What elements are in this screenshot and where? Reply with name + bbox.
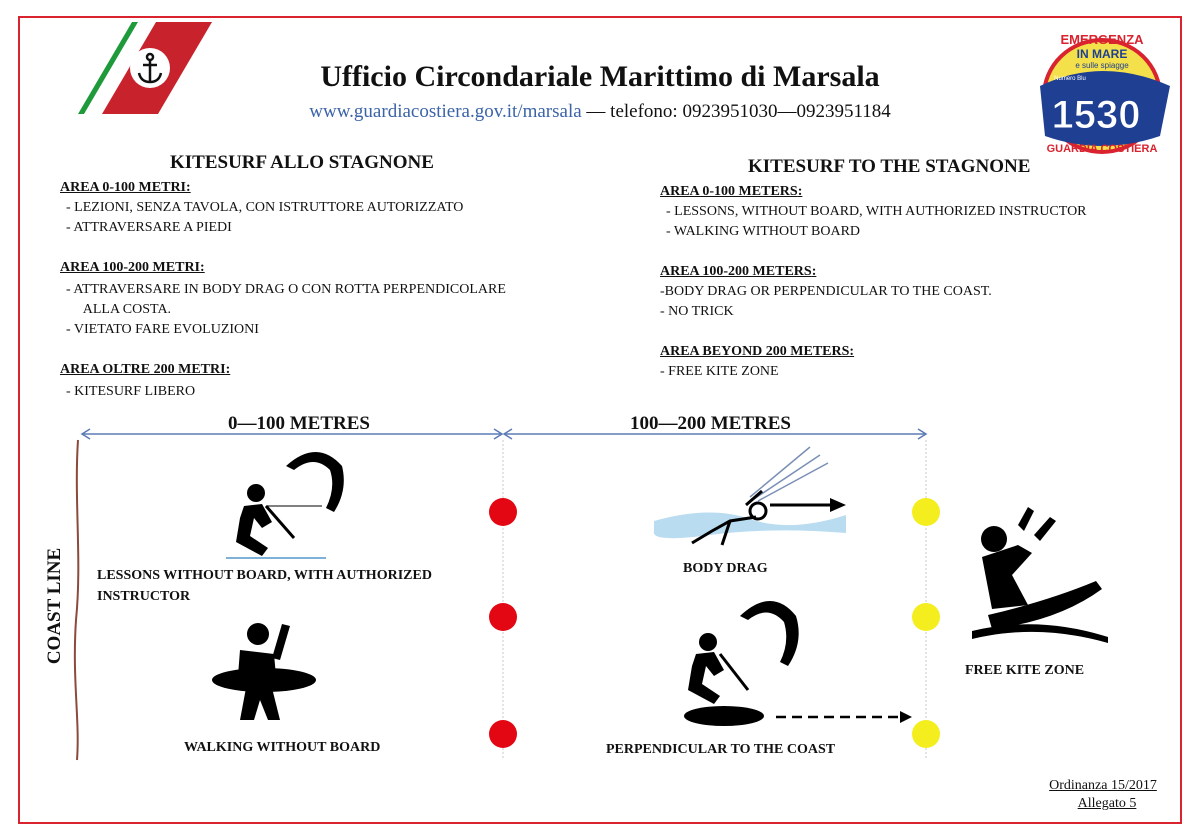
english-area-3-heading: AREA BEYOND 200 METERS: (660, 344, 855, 359)
english-area-2-item: - NO TRICK (660, 304, 734, 319)
yellow-buoy (912, 603, 940, 631)
page-frame (18, 16, 1182, 824)
italian-area-2-item: - ATTRAVERSARE IN BODY DRAG O CON ROTTA PERPENDICOLARE (66, 282, 506, 297)
badge-line1: EMERGENZA (1060, 32, 1144, 47)
zone-1-label: 0—100 METRES (228, 413, 370, 434)
contact-line (0, 101, 1200, 123)
badge-line2: IN MARE (1076, 47, 1128, 61)
badge-bottom: GUARDIA COSTIERA (1046, 143, 1158, 155)
english-area-2-item: -BODY DRAG OR PERPENDICULAR TO THE COAST. (660, 284, 992, 299)
italian-area-3-heading: AREA OLTRE 200 METRI: (60, 362, 231, 377)
walking-caption: WALKING WITHOUT BOARD (184, 740, 381, 755)
free-zone-caption: FREE KITE ZONE (965, 663, 1085, 678)
italian-area-2-item: ALLA COSTA. (66, 302, 172, 317)
red-buoy (489, 498, 517, 526)
english-area-1-item: - LESSONS, WITHOUT BOARD, WITH AUTHORIZED INSTRUCTOR (666, 204, 1087, 219)
italian-rules (60, 180, 620, 402)
italian-area-1-item: - ATTRAVERSARE A PIEDI (66, 220, 232, 235)
italian-title: KITESURF ALLO STAGNONE (170, 152, 434, 173)
english-area-3-item: - FREE KITE ZONE (660, 364, 779, 379)
yellow-buoy (912, 720, 940, 748)
italian-area-2-heading: AREA 100-200 METRI: (60, 260, 205, 275)
body-drag-icon (650, 445, 850, 557)
walking-no-board-icon (210, 620, 320, 725)
badge-number: 1530 (1051, 93, 1141, 137)
body-drag-caption: BODY DRAG (683, 561, 768, 576)
english-title: KITESURF TO THE STAGNONE (748, 156, 1031, 177)
italian-area-2-item: - VIETATO FARE EVOLUZIONI (66, 322, 259, 337)
page-title: Ufficio Circondariale Marittimo di Marsala (320, 60, 880, 93)
italian-area-3-item: - KITESURF LIBERO (66, 384, 196, 399)
coast-line-label: COAST LINE (44, 547, 65, 665)
lessons-caption: LESSONS WITHOUT BOARD, WITH AUTHORIZED INSTRUCTOR (97, 568, 432, 604)
english-area-1-heading: AREA 0-100 METERS: (660, 184, 803, 199)
website-link[interactable]: www.guardiacostiera.gov.it/marsala (309, 101, 582, 122)
kite-lesson-icon (222, 440, 352, 565)
badge-small: Numero Blu (1054, 76, 1086, 82)
red-buoy (489, 720, 517, 748)
badge-line3: e sulle spiagge (1075, 61, 1129, 70)
phone-numbers: — telefono: 0923951030—0923951184 (581, 101, 891, 122)
zone-2-label: 100—200 METRES (630, 413, 791, 434)
italian-area-1-item: - LEZIONI, SENZA TAVOLA, CON ISTRUTTORE AUTORIZZATO (66, 200, 464, 215)
red-buoy (489, 603, 517, 631)
english-area-2-heading: AREA 100-200 METERS: (660, 264, 817, 279)
free-kite-icon (968, 505, 1113, 650)
italian-area-1-heading: AREA 0-100 METRI: (60, 180, 191, 195)
perpendicular-kiter-icon (680, 590, 810, 730)
ordinance-ref: Ordinanza 15/2017 (1049, 778, 1157, 793)
annex-ref: Allegato 5 (1077, 796, 1137, 811)
english-area-1-item: - WALKING WITHOUT BOARD (666, 224, 861, 239)
emergency-1530-badge (1030, 26, 1175, 161)
yellow-buoy (912, 498, 940, 526)
perpendicular-caption: PERPENDICULAR TO THE COAST (606, 742, 836, 757)
english-rules (660, 184, 1180, 382)
